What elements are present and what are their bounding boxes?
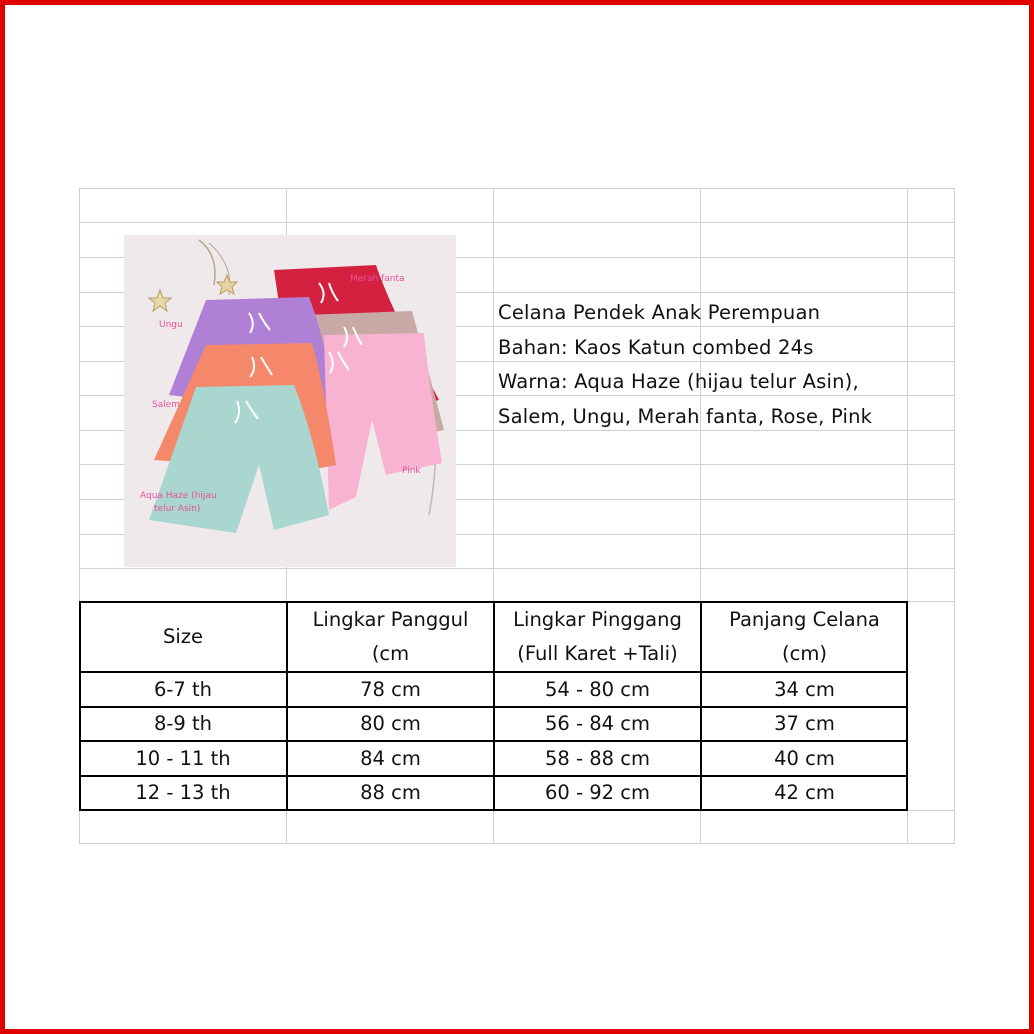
table-cell: 78 cm — [360, 677, 421, 701]
photo-label-merah: Merah fanta — [350, 274, 405, 284]
spreadsheet — [79, 188, 955, 844]
table-cell: 84 cm — [360, 746, 421, 770]
product-colors-line-1: Warna: Aqua Haze (hijau telur Asin), — [498, 370, 859, 393]
product-colors-line-2: Salem, Ungu, Merah fanta, Rose, Pink — [498, 404, 873, 428]
table-cell: 37 cm — [774, 712, 835, 735]
table-cell: 80 cm — [360, 712, 421, 735]
table-cell: 10 - 11 th — [135, 746, 231, 770]
product-photo — [124, 235, 456, 567]
table-cell: 6-7 th — [153, 677, 213, 701]
photo-label-aqua-1: Aqua Haze (hijau — [140, 491, 217, 501]
table-cell: 42 cm — [774, 781, 835, 804]
photo-label-ungu: Ungu — [159, 320, 183, 330]
photo-label-pink: Pink — [402, 466, 421, 476]
photo-label-aqua-2: telur Asin) — [154, 504, 201, 514]
table-cell: 12 - 13 th — [135, 781, 231, 804]
table-cell: 54 - 80 cm — [545, 677, 650, 701]
table-cell: 8-9 th — [153, 712, 213, 735]
header-lingkar-pinggang: Lingkar Pinggang (Full Karet +Tali) — [513, 608, 682, 665]
table-cell: 88 cm — [360, 781, 421, 804]
header-size: Size — [162, 625, 204, 648]
header-panjang-celana: Panjang Celana (cm) — [729, 608, 880, 665]
table-cell: 60 - 92 cm — [545, 781, 650, 804]
photo-label-salem: Salem — [152, 400, 181, 410]
table-cell: 56 - 84 cm — [545, 712, 650, 735]
product-title: Celana Pendek Anak Perempuan — [498, 301, 821, 324]
product-material: Bahan: Kaos Katun combed 24s — [498, 335, 814, 359]
table-cell: 58 - 88 cm — [545, 746, 650, 770]
table-cell: 34 cm — [774, 677, 835, 701]
table-cell: 40 cm — [774, 746, 835, 770]
header-lingkar-panggul: Lingkar Panggul (cm — [312, 608, 469, 665]
product-description — [498, 296, 958, 434]
